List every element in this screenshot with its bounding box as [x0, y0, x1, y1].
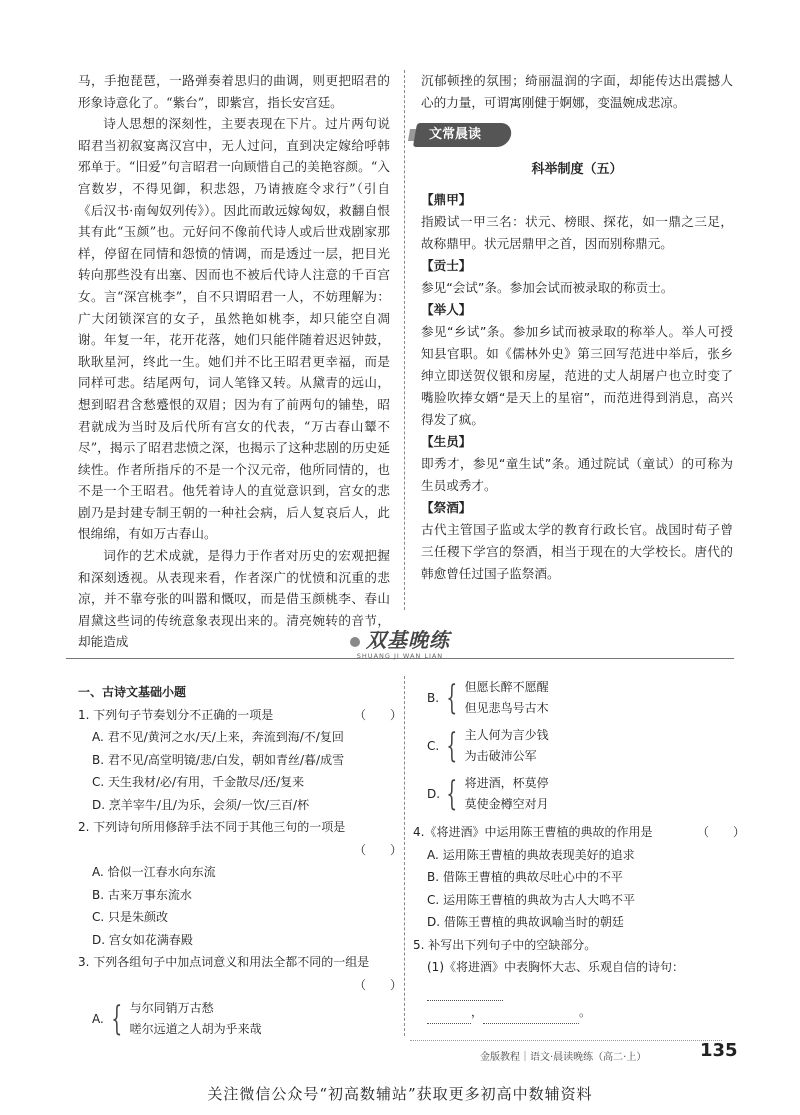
- q4-option-b: B. 借陈王曹植的典故尽吐心中的不平: [427, 870, 623, 884]
- term-definition: 参见“乡试”条。参加乡试而被录取的称举人。举人可授知县官职。如《儒林外史》第三回写范进中举后，张乡绅立即送贺仪银和房屋，范进的丈人胡屠户也立时变了嘴脸吹捧女婿“是天上的星宿”，而范进得到消息，高兴得发了疯。: [421, 323, 733, 427]
- essay-continuation: 沉郁顿挫的氛围；绮丽温润的字面，却能传达出震撼人心的力量，可谓寓刚健于婀娜，变温婉成悲凉。: [421, 73, 733, 110]
- q4-option-a: A. 运用陈王曹植的典故表现美好的追求: [427, 847, 635, 862]
- q3-option-c: C. { 主人何为言少钱 为击破沛公军: [427, 726, 549, 766]
- questions-left-column: [78, 681, 403, 1046]
- footer-book-info: 金版教程｜语文·晨读晚练（高二·上）: [480, 1052, 647, 1063]
- q1-option-c: C. 天生我材/必/有用，千金散尽/还/复来: [92, 775, 305, 789]
- banner-label: 文常晨读: [429, 127, 482, 143]
- q3-option-a: A. { 与尔同销万古愁 嗟尔远道之人胡为乎来哉: [92, 999, 262, 1039]
- q2-paren: （ ）: [354, 842, 403, 857]
- answer-blank[interactable]: [483, 1009, 579, 1024]
- section-title: 双基晚练: [66, 624, 734, 653]
- morning-reading-banner: [415, 123, 511, 147]
- term-heading: 【贡士】: [421, 257, 472, 273]
- question-3-stem: 3. 下列各组句子中加点词意义和用法全都不同的一组是: [78, 955, 370, 969]
- q2-option-b: B. 古来万事东流水: [92, 887, 192, 902]
- term-definition: 参见“会试”条。参加会试而被录取的称贡士。: [421, 279, 674, 295]
- term-heading: 【祭酒】: [421, 499, 472, 515]
- column-divider: [404, 676, 405, 1036]
- q3-option-d: D. { 将进酒，杯莫停 莫使金樽空对月: [427, 774, 549, 814]
- part-title: 一、古诗文基础小题: [78, 685, 187, 699]
- page-number: 135: [700, 1040, 738, 1061]
- term-definition: 指殿试一甲三名：状元、榜眼、探花，如一鼎之三足，故称鼎甲。状元居鼎甲之首，因而别称鼎元。: [421, 213, 733, 251]
- q2-option-a: A. 恰似一江春水向东流: [92, 865, 216, 879]
- q2-option-c: C. 只是朱颜改: [92, 910, 169, 924]
- question-5-stem: 5. 补写出下列句子中的空缺部分。: [413, 937, 597, 952]
- question-4-stem: 4.《将进酒》中运用陈王曹植的典故的作用是 （ ）: [413, 825, 746, 839]
- section-header: [66, 624, 734, 664]
- question-2-stem: 2. 下列诗句所用修辞手法不同于其他三句的一项是: [78, 820, 346, 834]
- questions-right-column: [413, 678, 746, 1024]
- q2-option-d: D. 宫女如花满春殿: [92, 932, 193, 947]
- q4-option-d: D. 借陈王曹植的典故讽喻当时的朝廷: [427, 915, 624, 929]
- q5-item-1-cont: ， 。: [413, 1001, 733, 1024]
- bottom-promo-note: 关注微信公众号“初高数辅站”获取更多初高中数辅资料: [207, 1085, 593, 1103]
- answer-blank[interactable]: [427, 1009, 471, 1024]
- article-title: 科举制度（五）: [531, 162, 623, 178]
- term-heading: 【鼎甲】: [421, 191, 472, 207]
- section-logo-icon: [350, 637, 360, 647]
- q1-option-b: B. 君不见/高堂明镜/悲/白发，朝如青丝/暮/成雪: [92, 752, 345, 767]
- essay-paragraph: 诗人思想的深刻性，主要表现在下片。过片两句说昭君当初叙宴离汉宫中，无人过问，直到决定嫁给呼韩邪单于。“旧爱”句言昭君一向顾惜自己的美艳容颜。“入宫数岁，不得见御，积悲怨，乃请掖庭令求行”（引自《后汉书·南匈奴列传》）。因此而敢远嫁匈奴，救翻自恨其有此“玉颜”也。元好问不像前代诗人或后世戏剧家那样，停留在同情和怨愤的情调，而是透过一层，把目光转向那些没有出塞、因而也不被后代诗人注意的千百宫女。言“深宫桃李”，自不只谓昭君一人，不妨理解为：广大闭锁深宫的女子，虽然艳如桃李，却只能空自凋谢。年复一年，花开花落，她们只能伴随着迟迟钟鼓，耿耿星河，终此一生。她们并不比王昭君更幸福，而是同样可悲。结尾两句，词人笔锋又转。从黛青的远山，想到昭君含愁蹙恨的双眉；因为有了前两句的铺垫，昭君就成为当时及后代所有宫女的代表，“万古春山颦不尽”，揭示了昭君悲愤之深，也揭示了这种悲剧的历史延续性。作者所指斥的不是一个汉元帝，他所同情的，也不是一个王昭君。他凭着诗人的直觉意识到，宫女的悲剧乃是封建专制王朝的一种社会病，后人复哀后人，此恨绵绵，有如万古春山。: [78, 116, 390, 542]
- essay-right-column: [421, 70, 733, 585]
- essay-left-column: [78, 70, 390, 653]
- q4-option-c: C. 运用陈王曹植的典故为古人大鸣不平: [427, 892, 636, 907]
- term-heading: 【举人】: [421, 301, 472, 317]
- footer-rule: [410, 1040, 722, 1041]
- term-heading: 【生员】: [421, 433, 472, 449]
- term-list: [421, 189, 733, 585]
- q5-item-1: (1)《将进酒》中表胸怀大志、乐观自信的诗句：: [413, 956, 733, 1001]
- q3-option-b: B. { 但愿长醉不愿醒 但见悲鸟号古木: [427, 678, 549, 718]
- essay-paragraph: 词作的艺术成就，是得力于作者对历史的宏观把握和深刻透视。从表现来看，作者深广的忧愤和沉重的悲凉，并不靠夸张的叫嚣和慨叹，而是借玉颜桃李、春山眉黛这些词的传统意象表现出来的。清亮婉转的音节，却能造成: [78, 548, 390, 650]
- q1-option-d: D. 烹羊宰牛/且/为乐，会须/一饮/三百/杯: [92, 797, 310, 812]
- term-definition: 古代主管国子监或太学的教育行政长官。战国时荀子曾三任稷下学宫的祭酒，相当于现在的大学校长。唐代的韩愈曾任过国子监祭酒。: [421, 521, 733, 581]
- column-divider: [404, 70, 405, 610]
- q1-option-a: A. 君不见/黄河之水/天/上来，奔流到海/不/复回: [92, 730, 344, 744]
- q3-paren: （ ）: [354, 977, 403, 992]
- question-1-stem: 1. 下列句子节奏划分不正确的一项是 （ ）: [78, 707, 403, 722]
- term-definition: 即秀才，参见“童生试”条。通过院试（童试）的可称为生员或秀才。: [421, 455, 733, 493]
- essay-paragraph: 马，手抱琵琶，一路弹奏着思归的曲调，则更把昭君的形象诗意化了。“紫台”，即紫宫，指长安宫廷。: [78, 73, 390, 110]
- answer-blank[interactable]: [427, 986, 503, 1001]
- section-subtitle: SHUANG JI WAN LIAN: [356, 652, 444, 660]
